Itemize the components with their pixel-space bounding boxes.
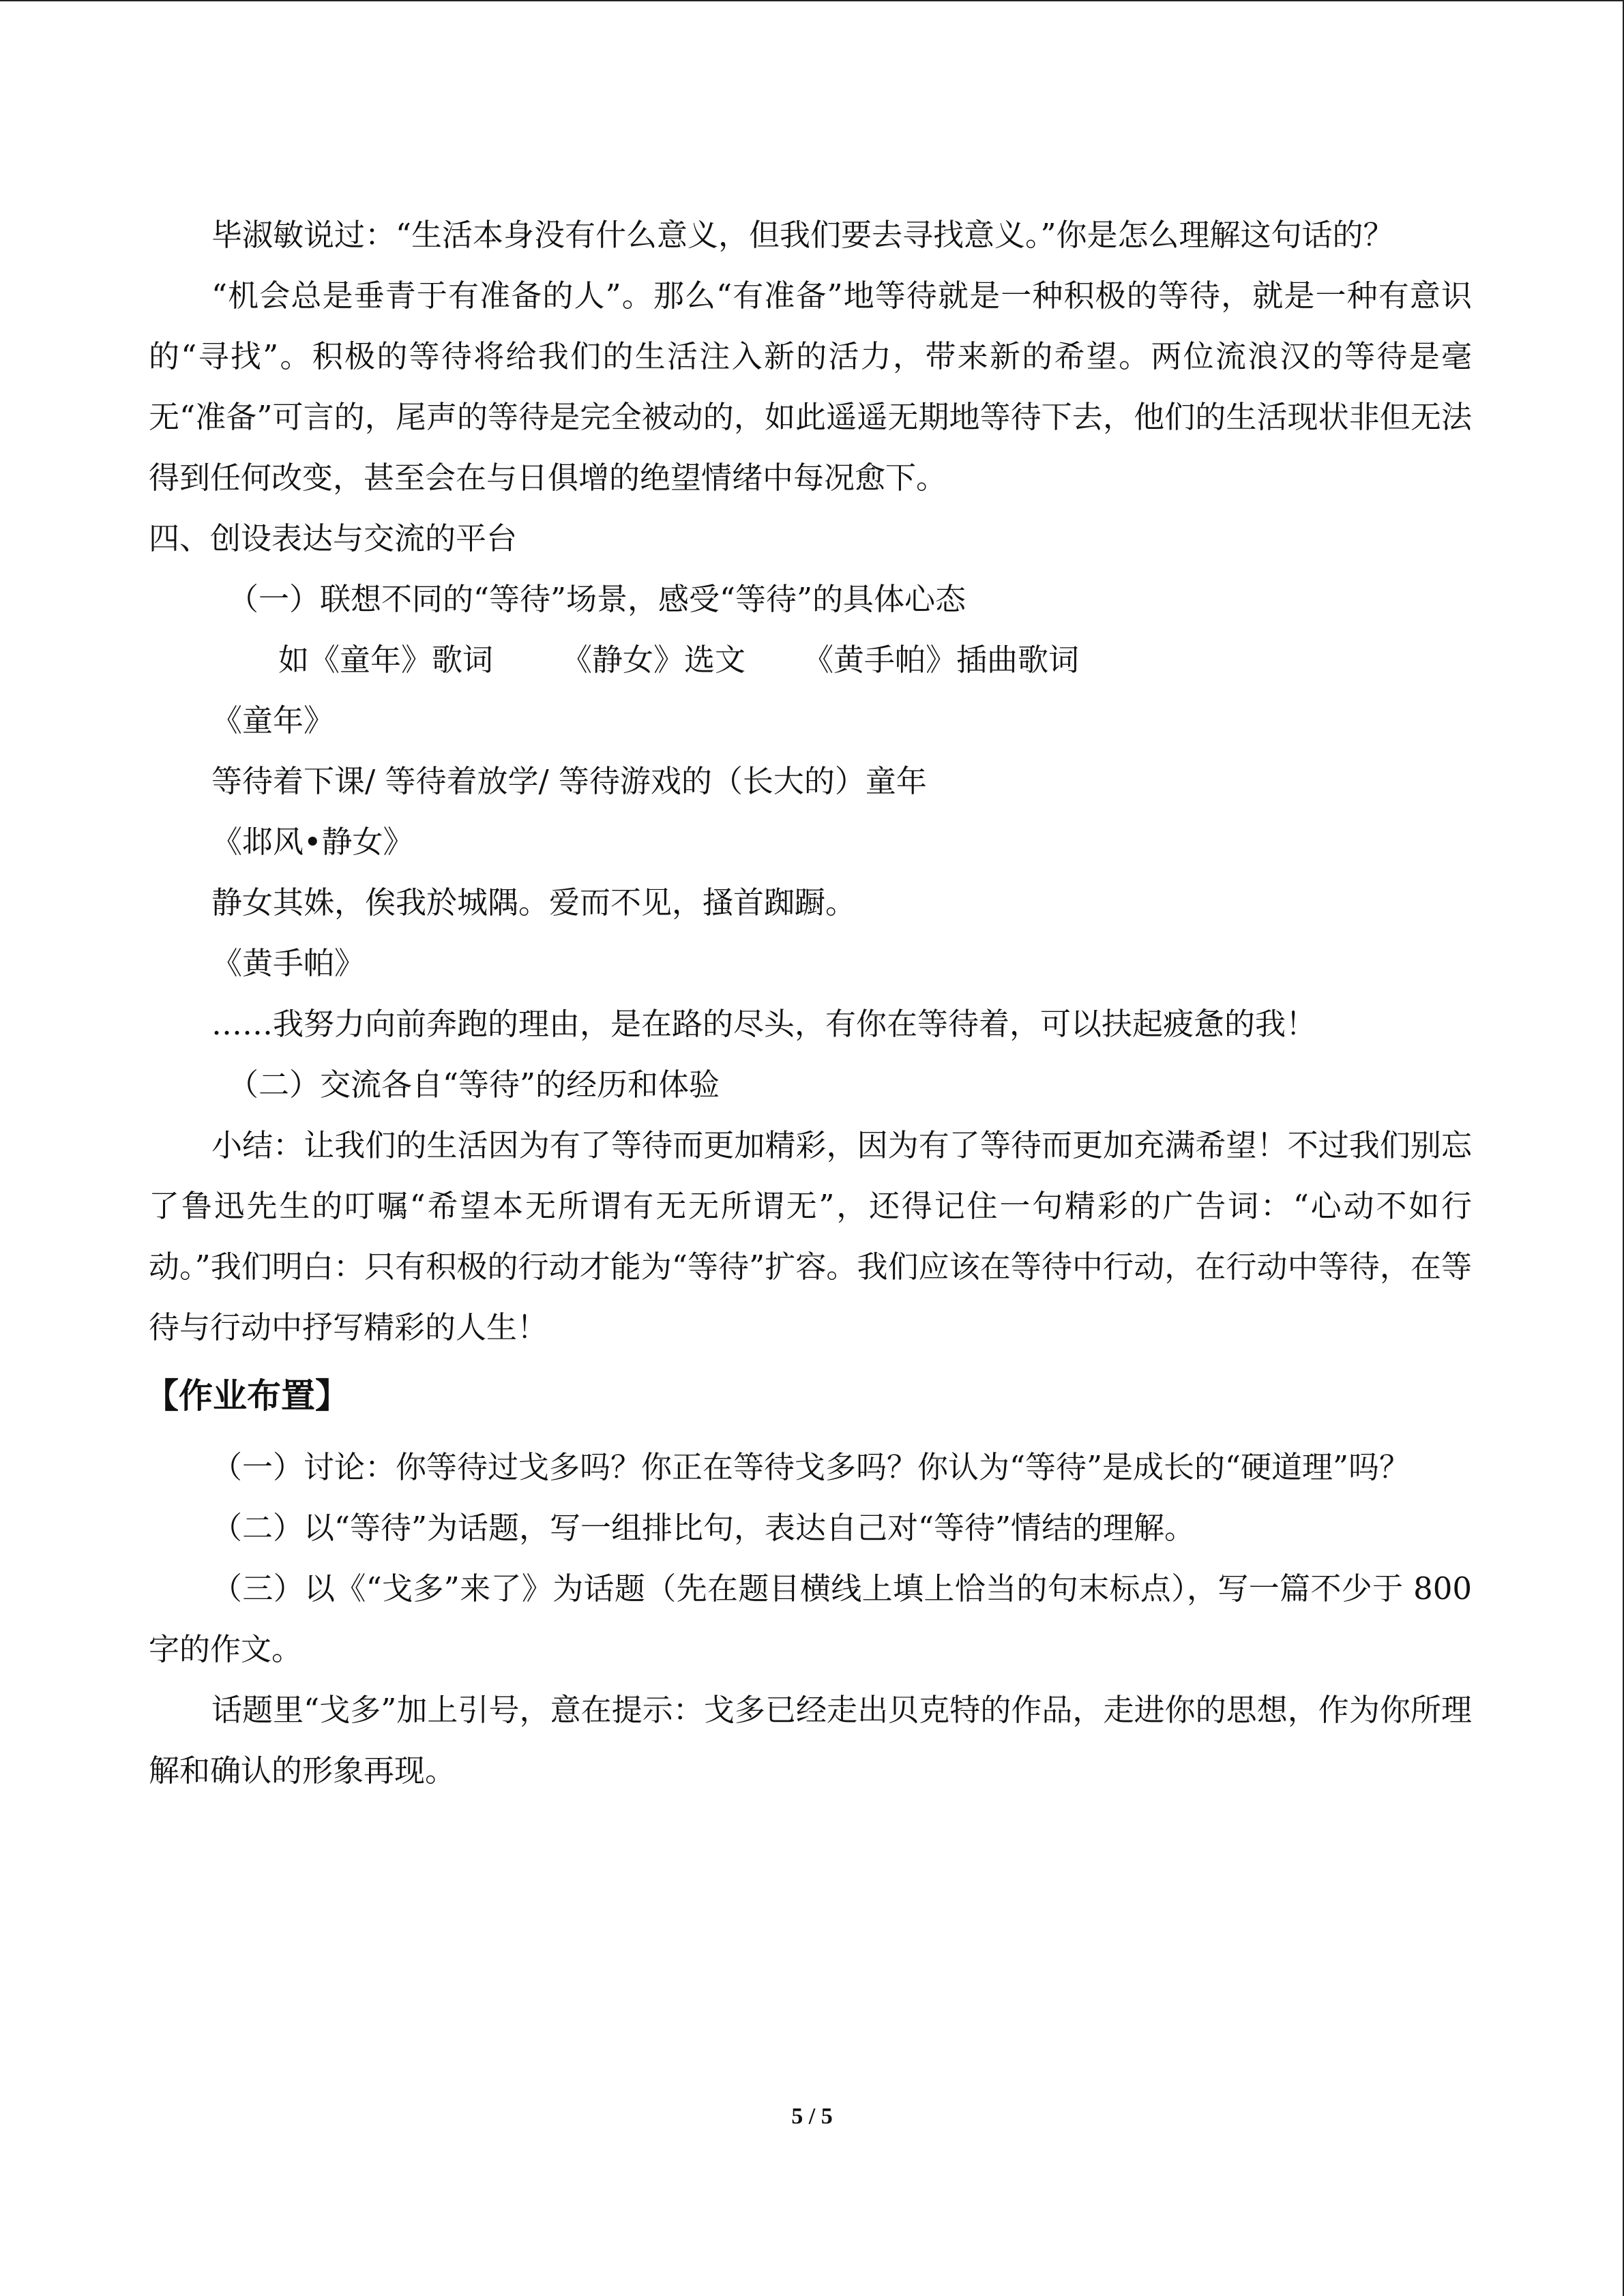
jingnv-title: 《邶风•静女》 xyxy=(211,824,414,860)
subsection-two-title: （二）交流各自“等待”的经历和体验 xyxy=(228,1067,720,1103)
section-four-title: 四、创设表达与交流的平台 xyxy=(149,520,518,556)
homework-heading: 【作业布置】 xyxy=(145,1376,349,1416)
song-examples xyxy=(149,629,1472,690)
homework-item-3: （三）以《“戈多”来了》为话题（先在题目横线上填上恰当的句末标点），写一篇不少于 800 字的作文。 xyxy=(149,1570,1472,1667)
song-example-tongnian: 如《童年》歌词 xyxy=(278,642,494,678)
document-body xyxy=(145,205,1472,1801)
song-example-jingnv: 《静女》选文 xyxy=(561,642,746,678)
paragraph-bishumin-quote: 毕淑敏说过：“生活本身没有什么意义，但我们要去寻找意义。”你是怎么理解这句话的？ xyxy=(211,217,1394,253)
huangshoupa-text: ……我努力向前奔跑的理由，是在路的尽头，有你在等待着，可以扶起疲惫的我！ xyxy=(211,1006,1317,1042)
tongnian-text: 等待着下课/ 等待着放学/ 等待游戏的（长大的）童年 xyxy=(211,763,927,799)
huangshoupa-title: 《黄手帕》 xyxy=(211,945,366,981)
song-example-huangshoupa: 《黄手帕》插曲歌词 xyxy=(803,642,1080,678)
summary-paragraph: 小结：让我们的生活因为有了等待而更加精彩，因为有了等待而更加充满希望！不过我们别忘了鲁迅先生的叮嘱“希望本无所谓有无无所谓无”，还得记住一句精彩的广告词：“心动不如行动。”我们明白：只有积极的行动才能为“等待”扩容。我们应该在等待中行动，在行动中等待，在等待与行动中抒写精彩的人生！ xyxy=(149,1127,1472,1345)
tongnian-title: 《童年》 xyxy=(211,702,335,739)
paragraph-opportunity: “机会总是垂青于有准备的人”。那么“有准备”地等待就是一种积极的等待，就是一种有意识的“寻找”。积极的等待将给我们的生活注入新的活力，带来新的希望。两位流浪汉的等待是毫无“准备”可言的，尾声的等待是完全被动的，如此遥遥无期地等待下去，他们的生活现状非但无法得到任何改变，甚至会在与日俱增的绝望情绪中每况愈下。 xyxy=(149,278,1472,496)
homework-item-1: （一）讨论：你等待过戈多吗？你正在等待戈多吗？你认为“等待”是成长的“硬道理”吗？ xyxy=(211,1449,1411,1485)
page-number: 5 / 5 xyxy=(791,2104,833,2129)
homework-note: 话题里“戈多”加上引号，意在提示：戈多已经走出贝克特的作品，走进你的思想，作为你所理解和确认的形象再现。 xyxy=(149,1692,1472,1789)
homework-item-2: （二）以“等待”为话题，写一组排比句，表达自己对“等待”情结的理解。 xyxy=(211,1510,1196,1546)
subsection-one-title: （一）联想不同的“等待”场景，感受“等待”的具体心态 xyxy=(228,581,966,617)
jingnv-text: 静女其姝，俟我於城隅。爱而不见，搔首踟蹰。 xyxy=(211,884,857,921)
